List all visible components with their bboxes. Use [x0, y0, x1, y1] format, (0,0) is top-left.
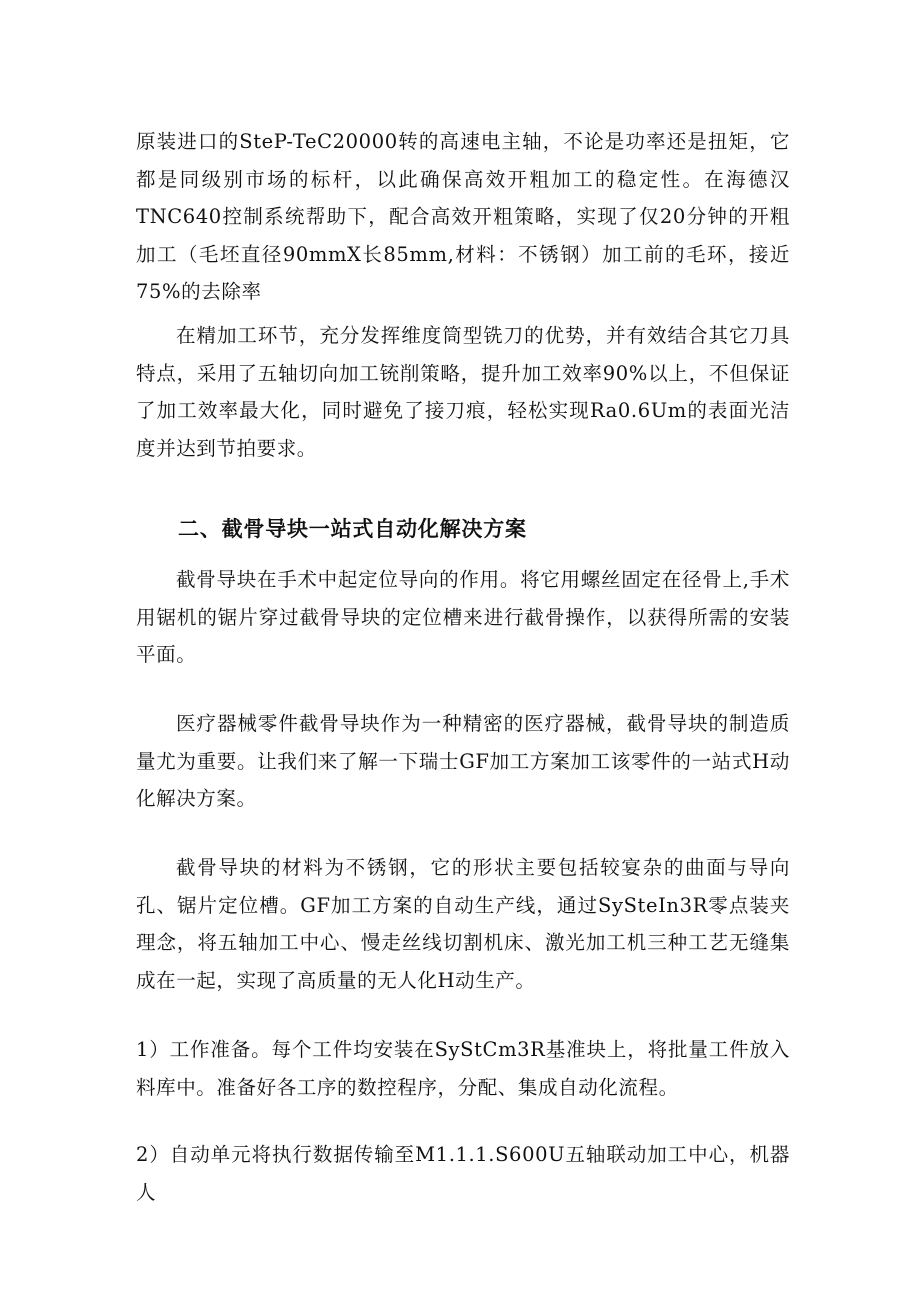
list-item-data-transfer: 2）自动单元将执行数据传输至M1.1.1.S600U五轴联动加工中心，机器人 [136, 1143, 790, 1204]
paragraph-guide-block-role: 截骨导块在手术中起定位导向的作用。将它用螺丝固定在径骨上,手术用锯机的锯片穿过截骨导块的定位槽来进行截骨操作，以获得所需的安装平面。 [136, 568, 790, 666]
section-heading: 二、截骨导块一站式自动化解决方案 [178, 517, 527, 541]
paragraph-guide-block-quality: 医疗器械零件截骨导块作为一种精密的医疗器械，截骨导块的制造质量尤为重要。让我们来了解一下瑞士GF加工方案加工该零件的一站式H动化解决方案。 [136, 712, 790, 810]
paragraph-finishing: 在精加工环节，充分发挥维度筒型铣刀的优势，并有效结合其它刀具特点，采用了五轴切向加工铳削策略，提升加工效率90%以上，不但保证了加工效率最大化，同时避免了接刀痕，轻松实现Ra0.6Um的表面光洁度并达到节拍要求。 [136, 324, 790, 460]
list-item-work-preparation: 1）工作准备。每个工件均安装在SyStCm3R基准块上，将批量工件放入料库中。准备好各工序的数控程序，分配、集成自动化流程。 [136, 1038, 790, 1099]
paragraph-spindle: 原装进口的SteP-TeC20000转的高速电主轴，不论是功率还是扭矩，它都是同级别市场的标杆，以此确保高效开粗加工的稳定性。在海德汉TNC640控制系统帮助下，配合高效开粗策略，实现了仅20分钟的开粗加工（毛坯直径90mmX长85mm,材料：不锈钢）加工前的毛环，接近75%的去除率 [136, 130, 790, 303]
paragraph-guide-block-material: 截骨导块的材料为不锈钢，它的形状主要包括较宴杂的曲面与导向孔、锯片定位槽。GF加工方案的自动生产线，通过SySteIn3R零点装夹理念，将五轴加工中心、慢走丝线切割机床、激光加工机三种工艺无缝集成在一起，实现了高质量的无人化H动生产。 [136, 856, 790, 992]
